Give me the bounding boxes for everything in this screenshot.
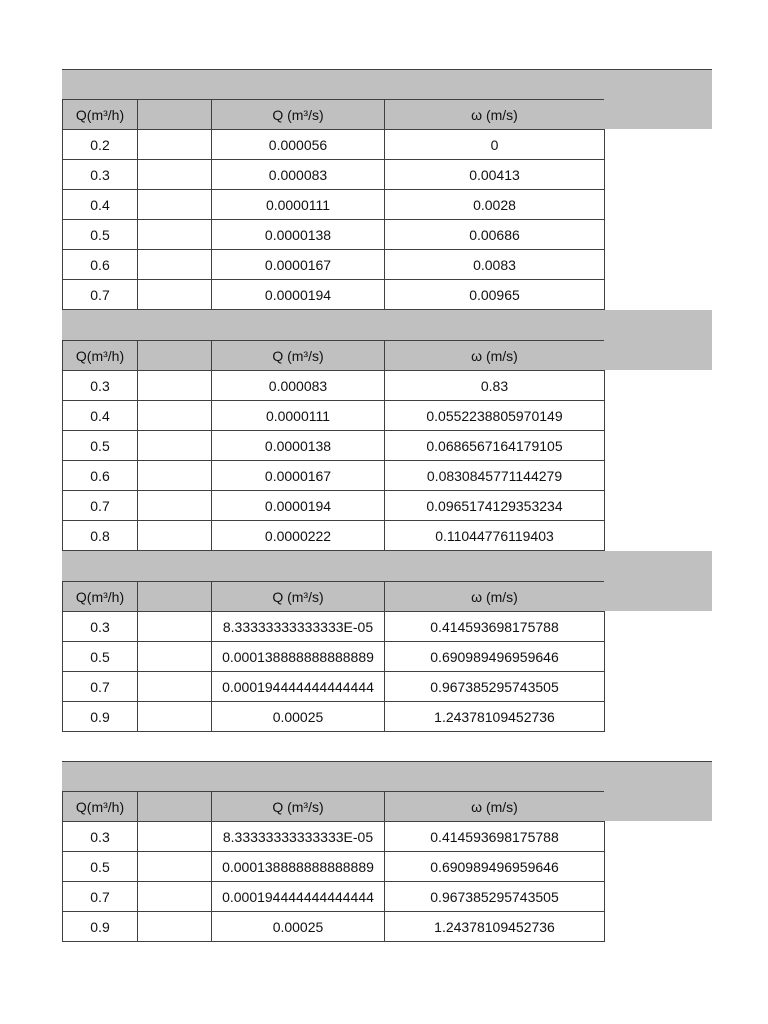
table-row	[63, 642, 605, 672]
cell[interactable]: 0.0028	[385, 190, 605, 220]
cell[interactable]	[138, 882, 212, 912]
table-row	[63, 702, 605, 732]
header-band-extension	[604, 99, 712, 129]
table-row	[63, 852, 605, 882]
header-empty[interactable]	[138, 100, 212, 130]
table-title-band[interactable]	[62, 69, 712, 99]
table-row	[63, 401, 605, 431]
cell[interactable]: 0.9	[63, 702, 138, 732]
header-q-m3h[interactable]: Q(m³/h)	[63, 792, 138, 822]
cell[interactable]: 0.6	[63, 250, 138, 280]
header-q-m3h[interactable]: Q(m³/h)	[63, 582, 138, 612]
cell[interactable]	[138, 702, 212, 732]
cell[interactable]: 0.4	[63, 401, 138, 431]
cell[interactable]: 8.33333333333333E-05	[212, 612, 385, 642]
header-band-extension	[604, 340, 712, 370]
cell[interactable]: 0.000083	[212, 371, 385, 401]
table-row	[63, 491, 605, 521]
table-row	[63, 190, 605, 220]
header-q-m3s[interactable]: Q (m³/s)	[212, 582, 385, 612]
cell[interactable]	[138, 431, 212, 461]
cell[interactable]: 0.0000167	[212, 250, 385, 280]
header-empty[interactable]	[138, 582, 212, 612]
tables-container	[62, 69, 712, 942]
cell[interactable]	[138, 822, 212, 852]
cell[interactable]	[138, 130, 212, 160]
cell[interactable]: 0.2	[63, 130, 138, 160]
cell[interactable]: 0.0000167	[212, 461, 385, 491]
cell[interactable]: 0.967385295743505	[385, 882, 605, 912]
header-omega[interactable]: ω (m/s)	[385, 792, 605, 822]
cell[interactable]: 0.00413	[385, 160, 605, 190]
cell[interactable]: 0.8	[63, 521, 138, 551]
table-header-row	[63, 582, 605, 612]
cell[interactable]: 0.0000194	[212, 280, 385, 310]
table-row	[63, 912, 605, 942]
cell[interactable]: 0.000138888888888889	[212, 642, 385, 672]
cell[interactable]: 0.690989496959646	[385, 852, 605, 882]
cell[interactable]: 0.3	[63, 160, 138, 190]
table-row	[63, 220, 605, 250]
cell[interactable]: 0	[385, 130, 605, 160]
table-title-band[interactable]	[62, 551, 712, 581]
cell[interactable]: 1.24378109452736	[385, 702, 605, 732]
header-q-m3s[interactable]: Q (m³/s)	[212, 100, 385, 130]
cell[interactable]: 0.7	[63, 672, 138, 702]
table-header-row	[63, 792, 605, 822]
cell[interactable]	[138, 461, 212, 491]
table-title-band[interactable]	[62, 761, 712, 791]
cell[interactable]: 0.6	[63, 461, 138, 491]
cell[interactable]: 0.0000138	[212, 220, 385, 250]
data-table-4	[62, 761, 712, 942]
cell[interactable]: 0.7	[63, 491, 138, 521]
cell[interactable]: 0.0830845771144279	[385, 461, 605, 491]
table-row	[63, 431, 605, 461]
cell[interactable]: 0.0552238805970149	[385, 401, 605, 431]
header-q-m3h[interactable]: Q(m³/h)	[63, 100, 138, 130]
cell[interactable]: 0.414593698175788	[385, 612, 605, 642]
table-row	[63, 250, 605, 280]
header-omega[interactable]: ω (m/s)	[385, 582, 605, 612]
cell[interactable]	[138, 401, 212, 431]
cell[interactable]: 0.11044776119403	[385, 521, 605, 551]
cell[interactable]: 0.83	[385, 371, 605, 401]
cell[interactable]: 0.0686567164179105	[385, 431, 605, 461]
cell[interactable]: 0.0000111	[212, 401, 385, 431]
cell[interactable]	[138, 280, 212, 310]
cell[interactable]: 0.00686	[385, 220, 605, 250]
table-row	[63, 612, 605, 642]
cell[interactable]: 0.00965	[385, 280, 605, 310]
table-row	[63, 672, 605, 702]
cell[interactable]	[138, 521, 212, 551]
cell[interactable]: 0.414593698175788	[385, 822, 605, 852]
cell[interactable]: 0.3	[63, 612, 138, 642]
cell[interactable]: 0.967385295743505	[385, 672, 605, 702]
cell[interactable]: 0.690989496959646	[385, 642, 605, 672]
table-row	[63, 521, 605, 551]
cell[interactable]: 0.00025	[212, 702, 385, 732]
cell[interactable]	[138, 371, 212, 401]
header-omega[interactable]: ω (m/s)	[385, 100, 605, 130]
cell[interactable]: 0.000194444444444444	[212, 882, 385, 912]
table-row	[63, 130, 605, 160]
table-row	[63, 461, 605, 491]
header-q-m3h[interactable]: Q(m³/h)	[63, 341, 138, 371]
cell[interactable]: 0.5	[63, 642, 138, 672]
table-header-row	[63, 100, 605, 130]
data-table-2	[62, 310, 712, 551]
cell[interactable]: 0.0083	[385, 250, 605, 280]
cell[interactable]: 0.000194444444444444	[212, 672, 385, 702]
table-header-row	[63, 341, 605, 371]
cell[interactable]	[138, 912, 212, 942]
cell[interactable]: 0.0000138	[212, 431, 385, 461]
header-band-extension	[604, 581, 712, 611]
header-q-m3s[interactable]: Q (m³/s)	[212, 341, 385, 371]
cell[interactable]: 0.0000222	[212, 521, 385, 551]
cell[interactable]: 0.5	[63, 431, 138, 461]
cell[interactable]: 0.00025	[212, 912, 385, 942]
header-q-m3s[interactable]: Q (m³/s)	[212, 792, 385, 822]
cell[interactable]: 8.33333333333333E-05	[212, 822, 385, 852]
cell[interactable]: 0.9	[63, 912, 138, 942]
table-row	[63, 160, 605, 190]
cell[interactable]	[138, 220, 212, 250]
header-empty[interactable]	[138, 792, 212, 822]
cell[interactable]: 0.7	[63, 280, 138, 310]
cell[interactable]: 0.3	[63, 371, 138, 401]
table-row	[63, 371, 605, 401]
cell[interactable]	[138, 672, 212, 702]
data-table-1	[62, 69, 712, 310]
cell[interactable]: 0.000083	[212, 160, 385, 190]
cell[interactable]: 0.3	[63, 822, 138, 852]
cell[interactable]: 1.24378109452736	[385, 912, 605, 942]
table-row	[63, 280, 605, 310]
data-table-3	[62, 551, 712, 732]
cell[interactable]	[138, 250, 212, 280]
cell[interactable]	[138, 852, 212, 882]
cell[interactable]: 0.7	[63, 882, 138, 912]
cell[interactable]	[138, 160, 212, 190]
header-band-extension	[604, 791, 712, 821]
table-row	[63, 822, 605, 852]
table-row	[63, 882, 605, 912]
cell[interactable]: 0.0000194	[212, 491, 385, 521]
cell[interactable]: 0.4	[63, 190, 138, 220]
cell[interactable]	[138, 190, 212, 220]
cell[interactable]: 0.5	[63, 220, 138, 250]
header-empty[interactable]	[138, 341, 212, 371]
table-title-band[interactable]	[62, 310, 712, 340]
cell[interactable]: 0.000056	[212, 130, 385, 160]
cell[interactable]	[138, 642, 212, 672]
cell[interactable]: 0.000138888888888889	[212, 852, 385, 882]
cell[interactable]: 0.0000111	[212, 190, 385, 220]
cell[interactable]	[138, 491, 212, 521]
header-omega[interactable]: ω (m/s)	[385, 341, 605, 371]
cell[interactable]: 0.5	[63, 852, 138, 882]
cell[interactable]: 0.0965174129353234	[385, 491, 605, 521]
cell[interactable]	[138, 612, 212, 642]
row-spacer	[62, 732, 712, 761]
